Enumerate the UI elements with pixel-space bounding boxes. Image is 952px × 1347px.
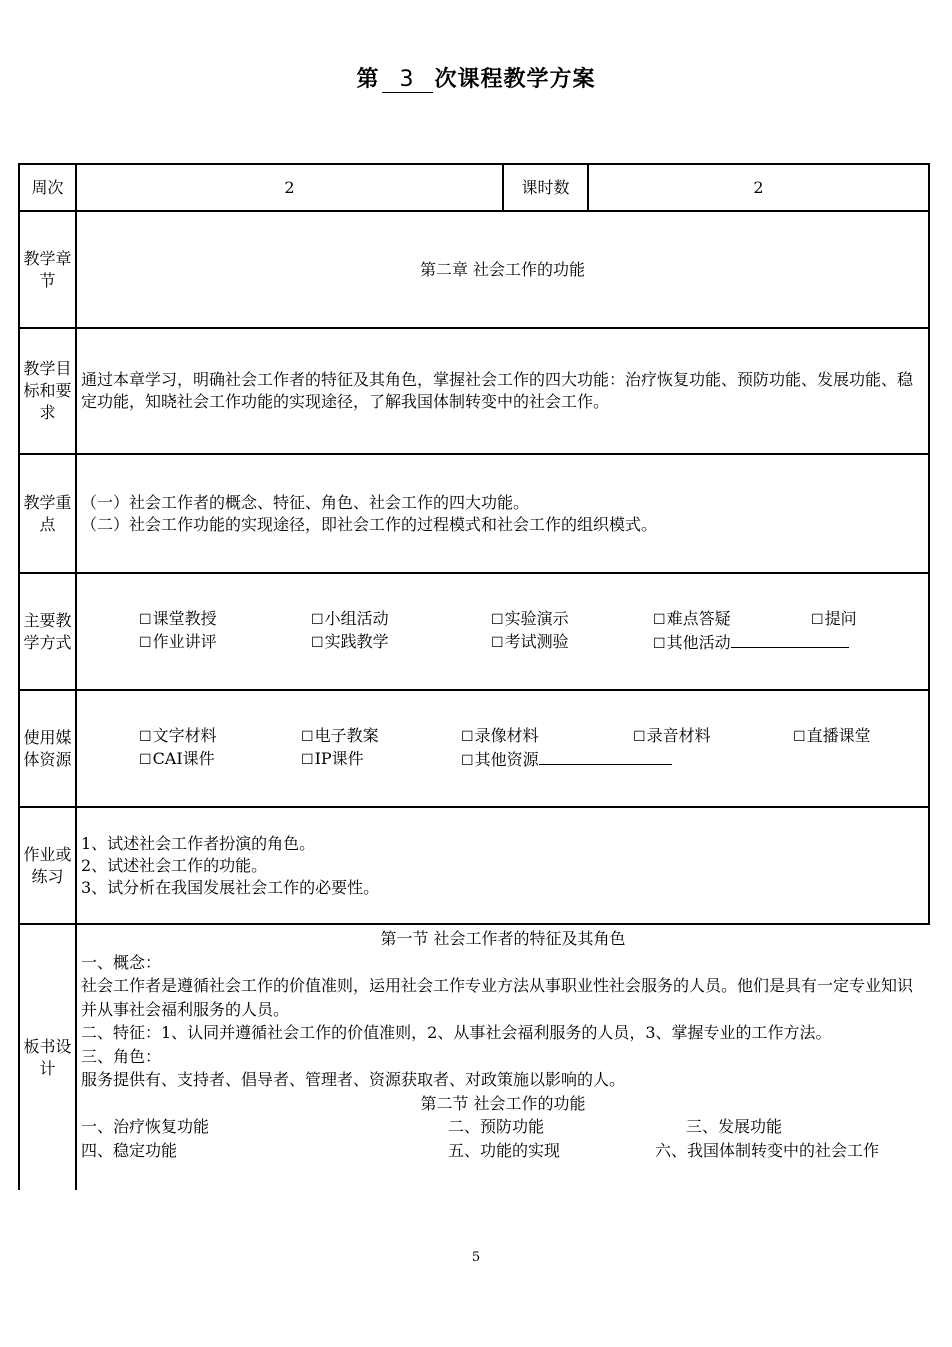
board-roles-text: 服务提供有、支持者、倡导者、管理者、资源获取者、对政策施以影响的人。 (81, 1070, 626, 1089)
checkbox-icon[interactable]: ☐ (139, 752, 152, 768)
function-item: 五、功能的实现 (448, 1140, 561, 1160)
homework-label: 作业或练习 (19, 807, 76, 924)
board-functions-row-2 (81, 1139, 925, 1163)
function-item: 六、我国体制转变中的社会工作 (655, 1140, 880, 1160)
media-option[interactable]: ☐其他资源 (461, 748, 672, 772)
method-option[interactable]: ☐其他活动 (653, 631, 849, 655)
method-option[interactable]: ☐考试测验 (491, 631, 653, 655)
board-content (76, 924, 929, 1190)
checkbox-icon[interactable]: ☐ (811, 612, 824, 628)
board-design-row (19, 924, 929, 1190)
checkbox-icon[interactable]: ☐ (311, 635, 324, 651)
board-concept-heading: 一、概念： (81, 952, 162, 972)
checkbox-icon[interactable]: ☐ (633, 729, 646, 745)
board-features-text: 二、特征：1、认同并遵循社会工作的价值准则，2、从事社会福利服务的人员，3、掌握专业的工作方法。 (81, 1023, 832, 1042)
method-option[interactable]: ☐课堂教授 (139, 608, 311, 631)
board-section2-title: 第二节 社会工作的功能 (420, 1093, 586, 1113)
checkbox-icon[interactable]: ☐ (491, 635, 504, 651)
method-option[interactable]: ☐实践教学 (311, 631, 491, 655)
media-option[interactable]: ☐文字材料 (139, 725, 301, 748)
hours-value: 2 (588, 164, 929, 211)
homework-item: 3、试分析在我国发展社会工作的必要性。 (81, 877, 380, 897)
key-point-item: （一）社会工作者的概念、特征、角色、社会工作的四大功能。 (81, 492, 530, 512)
method-option[interactable]: ☐实验演示 (491, 608, 653, 631)
media-label: 使用媒体资源 (19, 690, 76, 807)
method-option[interactable]: ☐提问 (811, 608, 857, 631)
checkbox-icon[interactable]: ☐ (461, 729, 474, 745)
methods-row (19, 573, 929, 690)
hours-label: 课时数 (503, 164, 588, 211)
media-row-2 (81, 748, 924, 772)
homework-item: 1、试述社会工作者扮演的角色。 (81, 833, 316, 853)
checkbox-icon[interactable]: ☐ (301, 752, 314, 768)
checkbox-icon[interactable]: ☐ (653, 636, 666, 652)
other-resource-blank[interactable] (539, 748, 672, 765)
checkbox-icon[interactable]: ☐ (491, 612, 504, 628)
checkbox-icon[interactable]: ☐ (793, 729, 806, 745)
media-option[interactable]: ☐录音材料 (633, 725, 793, 748)
board-section1-title: 第一节 社会工作者的特征及其角色 (380, 929, 626, 948)
checkbox-icon[interactable]: ☐ (311, 612, 324, 628)
document-title (0, 62, 952, 93)
objectives-row (19, 328, 929, 454)
homework-content (76, 807, 929, 924)
lesson-number: 3 (382, 67, 433, 93)
checkbox-icon[interactable]: ☐ (461, 753, 474, 769)
board-roles-heading: 三、角色： (81, 1046, 162, 1066)
checkbox-icon[interactable]: ☐ (139, 635, 152, 651)
week-row (19, 164, 929, 211)
function-item: 一、治疗恢复功能 (81, 1117, 210, 1136)
media-row (19, 690, 929, 807)
homework-item: 2、试述社会工作的功能。 (81, 855, 268, 875)
key-points-label: 教学重点 (19, 454, 76, 573)
chapter-row (19, 211, 929, 328)
checkbox-icon[interactable]: ☐ (653, 612, 666, 628)
method-option[interactable]: ☐小组活动 (311, 608, 491, 631)
week-label: 周次 (19, 164, 76, 211)
checkbox-icon[interactable]: ☐ (139, 729, 152, 745)
media-option[interactable]: ☐直播课堂 (793, 725, 871, 748)
media-option[interactable]: ☐IP课件 (301, 748, 461, 772)
lesson-plan-table (18, 163, 930, 1190)
key-points-content (76, 454, 929, 573)
board-label: 板书设计 (19, 924, 76, 1190)
title-prefix: 第 (356, 67, 380, 92)
checkbox-icon[interactable]: ☐ (301, 729, 314, 745)
chapter-label: 教学章节 (19, 211, 76, 328)
board-concept-text: 社会工作者是遵循社会工作的价值准则，运用社会工作专业方法从事职业性社会服务的人员。他们是具有一定专业知识并从事社会福利服务的人员。 (81, 976, 914, 1019)
methods-label: 主要教学方式 (19, 573, 76, 690)
checkbox-icon[interactable]: ☐ (139, 612, 152, 628)
media-option[interactable]: ☐录像材料 (461, 725, 633, 748)
page-number: 5 (471, 1250, 481, 1265)
method-option[interactable]: ☐作业讲评 (139, 631, 311, 655)
media-row-1 (81, 725, 924, 748)
methods-row-2 (81, 631, 924, 655)
other-activity-blank[interactable] (731, 631, 849, 648)
objectives-label: 教学目标和要求 (19, 328, 76, 454)
function-item: 三、发展功能 (686, 1117, 783, 1136)
objectives-text: 通过本章学习，明确社会工作者的特征及其角色，掌握社会工作的四大功能：治疗恢复功能、预防功能、发展功能、稳定功能，知晓社会工作功能的实现途径，了解我国体制转变中的社会工作。 (76, 328, 929, 454)
title-suffix: 次课程教学方案 (434, 67, 596, 92)
week-value: 2 (76, 164, 503, 211)
media-options (76, 690, 929, 807)
homework-row (19, 807, 929, 924)
key-points-row (19, 454, 929, 573)
methods-options (76, 573, 929, 690)
chapter-value: 第二章 社会工作的功能 (76, 211, 929, 328)
media-option[interactable]: ☐CAI课件 (139, 748, 301, 772)
method-option[interactable]: ☐难点答疑 (653, 608, 811, 631)
media-option[interactable]: ☐电子教案 (301, 725, 461, 748)
function-item: 四、稳定功能 (81, 1140, 178, 1160)
board-functions-row-1 (81, 1115, 925, 1139)
methods-row-1 (81, 608, 924, 631)
function-item: 二、预防功能 (448, 1117, 545, 1136)
key-point-item: （二）社会工作功能的实现途径，即社会工作的过程模式和社会工作的组织模式。 (81, 514, 658, 534)
